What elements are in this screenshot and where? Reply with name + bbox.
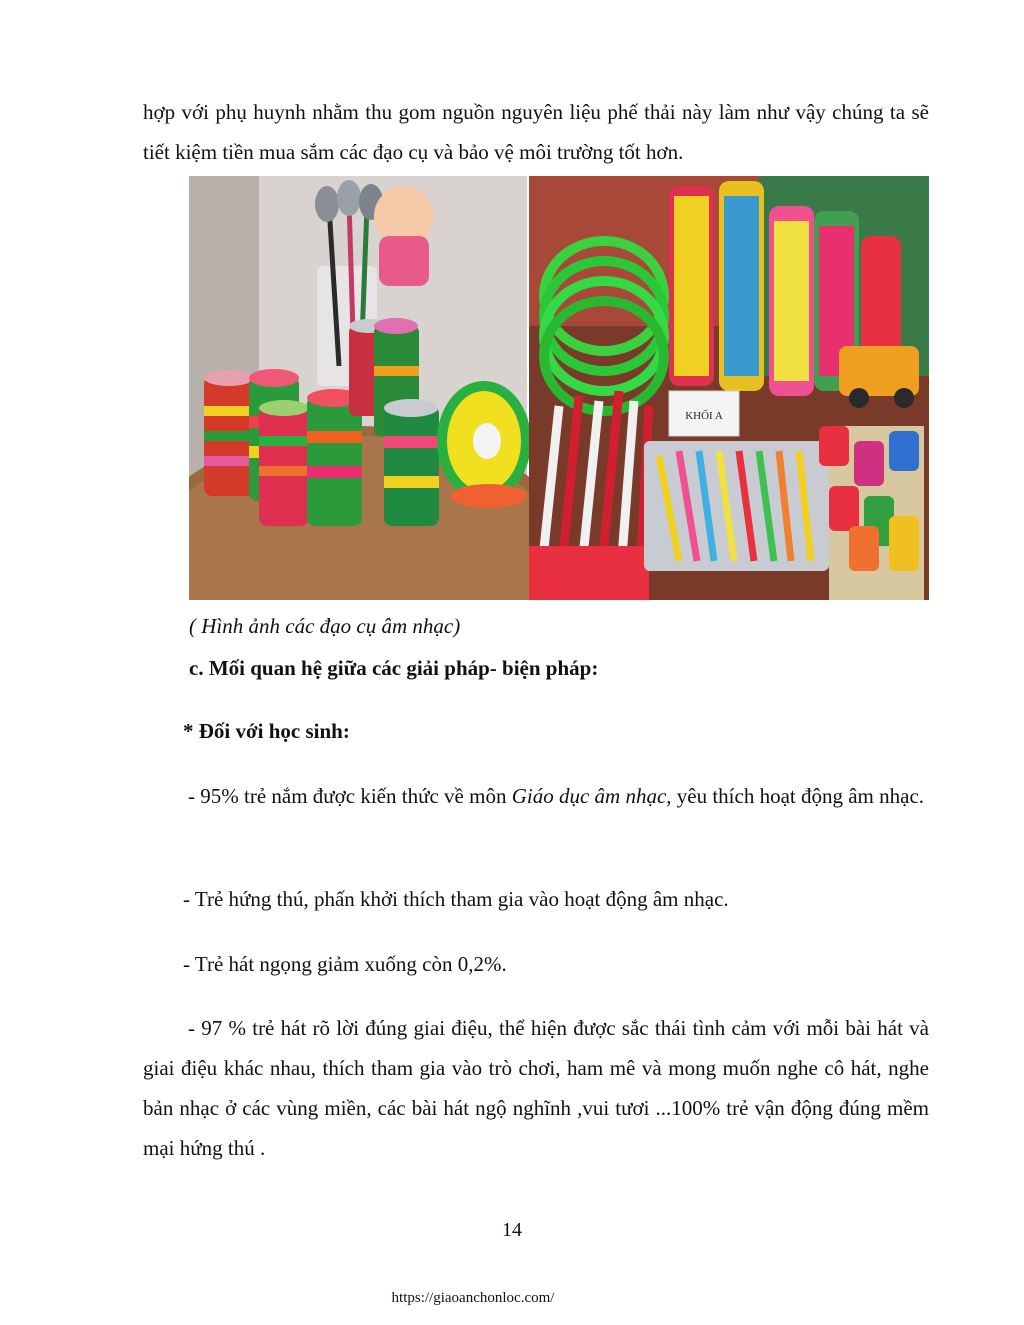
figure-caption: ( Hình ảnh các đạo cụ âm nhạc) — [189, 614, 461, 638]
bullet-item-1: - 95% trẻ nắm được kiến thức về môn Giáo dục âm nhạc, yêu thích hoạt động âm nhạc. — [188, 784, 925, 808]
bullet-item-3: - Trẻ hát ngọng giảm xuống còn 0,2%. — [183, 952, 507, 976]
photo-sign-text: KHỐI A — [685, 410, 723, 422]
bullet-item-2: - Trẻ hứng thú, phấn khởi thích tham gia vào hoạt động âm nhạc. — [183, 887, 729, 911]
intro-paragraph: hợp với phụ huynh nhằm thu gom nguồn nguyên liệu phế thải này làm như vậy chúng ta sẽ tiết kiệm tiền mua sắm các đạo cụ và bảo vệ môi trường tốt hơn. — [143, 100, 929, 164]
footer-url[interactable]: https://giaoanchonloc.com/ — [391, 1290, 555, 1306]
right-photo-props — [529, 176, 929, 600]
bullet-item-4: - 97 % trẻ hát rõ lời đúng giai điệu, thể hiện được sắc thái tình cảm với mỗi bài hát và giai điệu khác nhau, thích tham gia vào trò chơi, ham mê và mong muốn nghe cô hát, nghe bản nhạc ở các vùng miền, các bài hát ngộ nghĩnh ,vui tươi ...100% trẻ vận động đúng mềm mại hứng thú . — [143, 1016, 929, 1160]
section-heading-c: c. Mối quan hệ giữa các giải pháp- biện pháp: — [189, 656, 599, 680]
subheading-students: * Đối với học sinh: — [183, 719, 350, 743]
page-number: 14 — [502, 1219, 522, 1241]
music-props-photo — [189, 176, 929, 600]
subject-name: Giáo dục âm nhạc — [511, 784, 667, 808]
